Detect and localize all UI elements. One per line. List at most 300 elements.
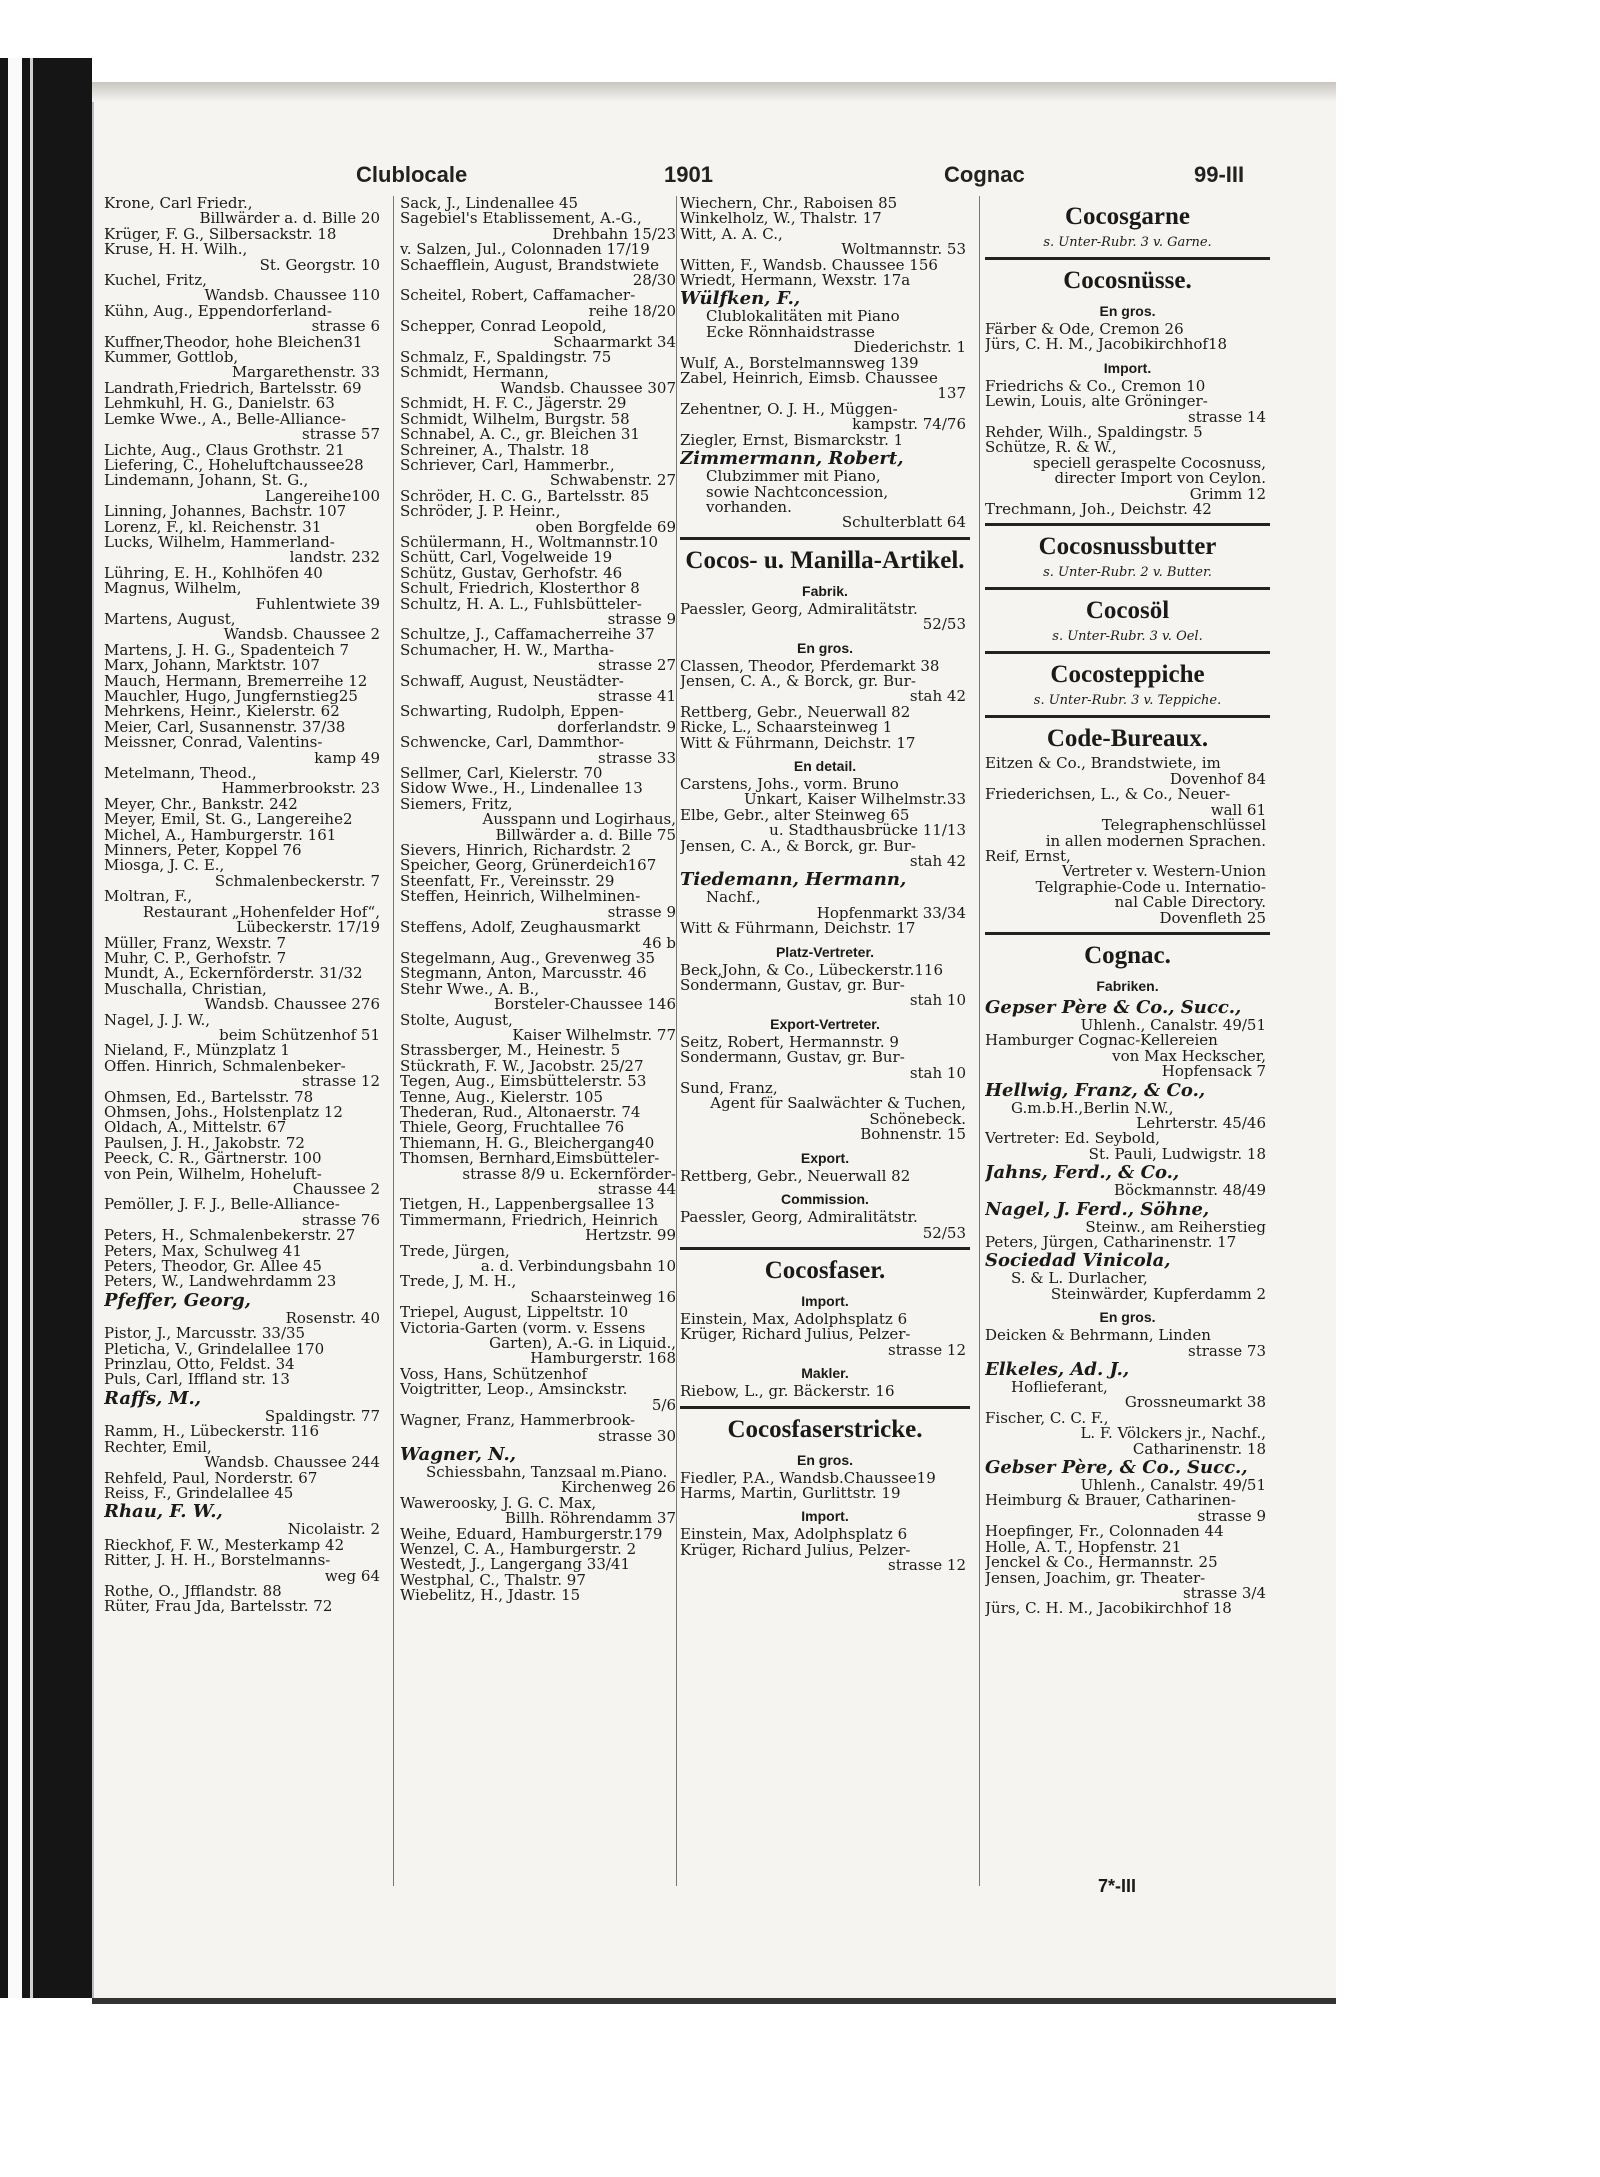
directory-entry-advertised: [104, 1290, 384, 1326]
entry-name: Schepper, Conrad Leopold,: [400, 319, 607, 335]
page-footer-number: 7*-III: [1098, 1876, 1137, 1896]
entry-name: Jensen, C. A., & Borck, gr. Bur-: [680, 673, 916, 690]
entry-name: Mauch, Hermann, Bremerreihe 12: [104, 673, 368, 689]
entry-address-line: Uhlenh., Canalstr. 49/51: [1080, 1017, 1266, 1034]
directory-entry: [104, 812, 384, 827]
directory-entry: [104, 566, 384, 581]
directory-entry: [104, 766, 384, 797]
section-heading-code-bureaux: Code-Bureaux.: [1046, 725, 1209, 753]
entry-address-line: Margarethenstr. 33: [231, 365, 380, 381]
entry-name: Fischer, C. C. F.,: [985, 1410, 1109, 1427]
directory-entry: [104, 843, 384, 858]
entry-address-line: Fuhlentwiete 39: [255, 596, 380, 612]
entry-address-line: directer Import von Ceylon.: [1054, 471, 1266, 487]
directory-entry: [104, 242, 384, 273]
directory-entry: [400, 1013, 680, 1044]
directory-entry: [400, 1074, 680, 1089]
directory-entry: [104, 674, 384, 689]
entry-name: Sellmer, Carl, Kielerstr. 70: [400, 766, 603, 782]
directory-entry: [400, 1274, 680, 1305]
directory-entry: [680, 1486, 970, 1501]
directory-entry: [104, 966, 384, 981]
directory-entry: [985, 756, 1270, 787]
directory-entry: [400, 1244, 680, 1275]
entry-name: Lindemann, Johann, St. G.,: [104, 473, 309, 489]
section-heading-cocosoel: Cocosöl: [1085, 597, 1170, 625]
entry-name: Winkelholz, W., Thalstr. 17: [680, 211, 882, 227]
entry-name: Stückrath, F. W., Jacobstr. 25/27: [400, 1058, 644, 1075]
directory-entry: [985, 1524, 1270, 1539]
entry-name: Rehfeld, Paul, Norderstr. 67: [104, 1470, 318, 1486]
directory-entry: [104, 412, 384, 443]
directory-entry: [985, 1540, 1270, 1555]
cross-reference: s. Unter-Rubr. 2 v. Butter.: [1043, 565, 1212, 581]
entry-address-line: landstr. 232: [289, 550, 380, 566]
directory-entry: [985, 322, 1270, 337]
directory-entry: [680, 1081, 970, 1143]
directory-entry: [104, 1105, 384, 1120]
entry-name: von Pein, Wilhelm, Hoheluft-: [104, 1166, 322, 1182]
entry-name: Classen, Theodor, Pferdemarkt 38: [680, 658, 940, 674]
entry-name: Zabel, Heinrich, Eimsb. Chaussee: [680, 371, 938, 387]
directory-entry-advertised: [985, 1080, 1270, 1132]
directory-entry: [104, 689, 384, 704]
directory-entry-advertised: [400, 1444, 680, 1496]
entry-address-line: Hoflieferant,: [1011, 1380, 1108, 1396]
section-heading-manilla: Cocos- u. Manilla-Artikel.: [685, 546, 965, 574]
directory-entry: [104, 520, 384, 535]
entry-address-line: 28/30: [632, 273, 676, 289]
directory-entry-advertised: [680, 288, 970, 355]
entry-name: Witt & Führmann, Deichstr. 17: [680, 921, 916, 937]
directory-entry: [104, 1342, 384, 1357]
directory-entry: [680, 433, 970, 448]
directory-entry: [104, 1599, 384, 1614]
directory-entry: [104, 1228, 384, 1243]
entry-name: Meyer, Chr., Bankstr. 242: [104, 796, 298, 813]
entry-address-line: strasse 57: [302, 427, 380, 443]
directory-entry: [104, 1584, 384, 1599]
directory-entry: [400, 1542, 680, 1557]
directory-entry: [104, 797, 384, 812]
entry-name: Vertreter: Ed. Seybold,: [985, 1131, 1160, 1147]
directory-entry: [400, 1136, 680, 1151]
entry-address-line: Kaiser Wilhelmstr. 77: [512, 1027, 676, 1044]
column-rule: [393, 196, 394, 1886]
entry-name: Peeck, C. R., Gärtnerstr. 100: [104, 1151, 322, 1167]
directory-entry: [400, 242, 680, 257]
directory-entry: [104, 828, 384, 843]
entry-name: Magnus, Wilhelm,: [104, 581, 242, 597]
directory-entry: [400, 874, 680, 889]
directory-entry: [985, 337, 1270, 352]
entry-address-line: S. & L. Durlacher,: [1011, 1271, 1148, 1287]
entry-address-line: strasse 12: [302, 1074, 380, 1090]
entry-name: Prinzlau, Otto, Feldst. 34: [104, 1357, 295, 1373]
directory-entry: [400, 1120, 680, 1135]
directory-entry: [104, 735, 384, 766]
entry-name: Schülermann, H., Woltmannstr.10: [400, 534, 659, 551]
directory-entry: [400, 1573, 680, 1588]
entry-name: Peters, W., Landwehrdamm 23: [104, 1274, 337, 1290]
directory-entry: [104, 889, 384, 935]
header-year: 1901: [664, 162, 713, 187]
entry-name: Peters, Theodor, Gr. Allee 45: [104, 1259, 322, 1275]
entry-address-line: Garten), A.-G. in Liquid.,: [489, 1336, 676, 1352]
directory-entry: [104, 1043, 384, 1058]
directory-entry: [985, 502, 1270, 517]
entry-name: Landrath,Friedrich, Bartelsstr. 69: [104, 380, 362, 397]
directory-entry: [985, 1235, 1270, 1250]
entry-name: Tegen, Aug., Eimsbüttelerstr. 53: [400, 1074, 647, 1090]
entry-name: Kuffner,Theodor, hohe Bleichen31: [104, 334, 363, 351]
entry-address-line: Billwärder a. d. Bille 20: [199, 211, 380, 227]
page-bottom-edge: [92, 1998, 1336, 2004]
entry-name: Schütze, R. & W.,: [985, 440, 1117, 456]
directory-entry: [104, 612, 384, 643]
directory-entry: [400, 797, 680, 843]
entry-name: Nieland, F., Münzplatz 1: [104, 1043, 290, 1059]
entry-name: Jürs, C. H. M., Jacobikirchhof 18: [985, 1601, 1232, 1617]
entry-name: Muschalla, Christian,: [104, 981, 267, 998]
directory-entry: [985, 440, 1270, 502]
directory-entry: [680, 1543, 970, 1574]
directory-entry: [400, 412, 680, 427]
entry-name: Sociedad Vinicola,: [985, 1250, 1171, 1272]
directory-entry: [104, 581, 384, 612]
page-top-shadow: [92, 82, 1336, 102]
directory-entry: [104, 504, 384, 519]
entry-address-line: strasse 9: [607, 611, 676, 628]
directory-entry: [400, 1059, 680, 1074]
directory-entry: [400, 550, 680, 565]
directory-entry: [104, 381, 384, 396]
directory-entry: [104, 1538, 384, 1553]
entry-name: Wülfken, F.,: [680, 288, 801, 310]
directory-entry: [400, 781, 680, 796]
section-rule: [680, 537, 970, 540]
entry-name: Schultz, H. A. L., Fuhlsbütteler-: [400, 596, 642, 612]
directory-entry: [400, 489, 680, 504]
directory-entry: [400, 966, 680, 981]
scan-margin-right: [1336, 58, 1600, 1998]
entry-address-line: Kirchenweg 26: [561, 1480, 676, 1496]
directory-entry: [400, 427, 680, 442]
entry-name: Schmalz, F., Spaldingstr. 75: [400, 350, 612, 366]
entry-name: Lucks, Wilhelm, Hammerland-: [104, 534, 335, 551]
directory-entry: [400, 643, 680, 674]
directory-entry: [104, 1197, 384, 1228]
directory-entry: [104, 1259, 384, 1274]
entry-name: Krone, Carl Friedr.,: [104, 196, 253, 212]
entry-address-line: weg 64: [324, 1568, 380, 1584]
directory-entry: [104, 1151, 384, 1166]
entry-name: Waweroosky, J. G. C. Max,: [400, 1495, 597, 1512]
entry-name: Kuchel, Fritz,: [104, 273, 207, 289]
directory-entry: [104, 1471, 384, 1486]
entry-name: Mundt, A., Eckernförderstr. 31/32: [104, 966, 363, 982]
entry-name: Hoepfinger, Fr., Colonnaden 44: [985, 1524, 1224, 1540]
directory-entry: [400, 566, 680, 581]
directory-entry: [104, 1013, 384, 1044]
entry-name: Kummer, Gottlob,: [104, 350, 239, 366]
entry-address-line: Schaarsteinweg 16: [530, 1289, 676, 1306]
directory-entry: [400, 350, 680, 365]
entry-name: Wulf, A., Borstelmannsweg 139: [680, 355, 919, 372]
subheading-engros: En gros.: [796, 639, 853, 656]
entry-name: Witt, A. A. C.,: [680, 226, 783, 243]
entry-name: Westedt, J., Langergang 33/41: [400, 1557, 631, 1573]
directory-entry: [400, 211, 680, 242]
entry-name: Schreiner, A., Thalstr. 18: [400, 442, 590, 458]
entry-name: Pistor, J., Marcusstr. 33/35: [104, 1326, 306, 1342]
directory-entry: [400, 951, 680, 966]
cross-reference: s. Unter-Rubr. 3 v. Teppiche.: [1033, 693, 1222, 709]
directory-entry: [680, 839, 970, 870]
directory-entry: [680, 720, 970, 735]
directory-entry: [680, 371, 970, 402]
directory-entry: [104, 1440, 384, 1471]
directory-entry: [400, 1043, 680, 1058]
entry-name: Wiechern, Chr., Raboisen 85: [680, 196, 898, 212]
entry-address-line: Rosenstr. 40: [285, 1310, 380, 1327]
entry-name: Schröder, J. P. Heinr.,: [400, 504, 561, 520]
entry-name: Martens, August,: [104, 611, 236, 628]
entry-name: Nagel, J. Ferd., Söhne,: [985, 1198, 1210, 1220]
entry-name: Sondermann, Gustav, gr. Bur-: [680, 1050, 905, 1066]
entry-address-line: reihe 18/20: [588, 303, 676, 320]
section-heading-cocosnussbutter: Cocosnussbutter: [1038, 533, 1217, 561]
entry-address-line: Wandsb. Chaussee 110: [204, 288, 380, 304]
entry-address-line: L. F. Völckers jr., Nachf.,: [1080, 1426, 1266, 1442]
directory-entry: [400, 889, 680, 920]
entry-name: Westphal, C., Thalstr. 97: [400, 1572, 586, 1589]
directory-entry: [680, 808, 970, 839]
entry-address-line: Drehbahn 15/23: [552, 226, 676, 243]
entry-name: Ricke, L., Schaarsteinweg 1: [680, 720, 893, 736]
section-rule: [985, 587, 1270, 590]
entry-name: Pleticha, V., Grindelallee 170: [104, 1341, 325, 1358]
directory-entry: [400, 1305, 680, 1320]
entry-name: Einstein, Max, Adolphsplatz 6: [680, 1527, 908, 1543]
directory-entry: [680, 963, 970, 978]
subheading-detail: En detail.: [793, 757, 857, 774]
entry-address-line: Grossneumarkt 38: [1124, 1395, 1266, 1411]
entry-address-line: Schmalenbeckerstr. 7: [214, 873, 380, 890]
directory-entry: [985, 1033, 1270, 1079]
entry-address-line: u. Stadthausbrücke 11/13: [769, 823, 966, 839]
directory-entry: [104, 982, 384, 1013]
entry-name: Sagebiel's Etablissement, A.-G.,: [400, 211, 642, 227]
entry-address-line: Dovenfleth 25: [1159, 910, 1266, 926]
entry-address-line: Langereihe100: [264, 488, 380, 505]
entry-name: Deicken & Behrmann, Linden: [985, 1328, 1211, 1344]
subheading-commission: Commission.: [781, 1191, 869, 1208]
entry-address-line: Hamburgerstr. 168: [530, 1351, 676, 1367]
entry-name: Einstein, Max, Adolphsplatz 6: [680, 1311, 908, 1328]
entry-name: v. Salzen, Jul., Colonnaden 17/19: [400, 242, 650, 258]
entry-address-line: Hertzstr. 99: [585, 1228, 676, 1244]
directory-entry: [400, 443, 680, 458]
directory-entry: [400, 704, 680, 735]
entry-address-line: Clubzimmer mit Piano,: [706, 469, 881, 485]
entry-address-line: Clublokalitäten mit Piano: [706, 309, 900, 325]
entry-address-line: Spaldingstr. 77: [264, 1408, 380, 1425]
entry-name: Sund, Franz,: [680, 1081, 778, 1097]
entry-name: Rechter, Emil,: [104, 1439, 212, 1456]
directory-entry: [400, 982, 680, 1013]
directory-entry: [104, 1167, 384, 1198]
entry-name: Schwaff, August, Neustädter-: [400, 673, 624, 689]
entry-address-line: Telgraphie-Code u. Internatio-: [1035, 879, 1266, 896]
entry-name: Schütz, Gustav, Gerhofstr. 46: [400, 565, 623, 582]
entry-name: Triepel, August, Lippeltstr. 10: [400, 1305, 629, 1321]
entry-name: Lemke Wwe., A., Belle-Alliance-: [104, 411, 346, 428]
entry-name: Elbe, Gebr., alter Steinweg 65: [680, 807, 910, 824]
entry-name: Nagel, J. J. W.,: [104, 1012, 210, 1028]
entry-name: Jensen, Joachim, gr. Theater-: [985, 1570, 1206, 1586]
entry-address-line: Ausspann und Logirhaus,: [482, 812, 676, 828]
entry-name: Weihe, Eduard, Hamburgerstr.179: [400, 1526, 663, 1542]
entry-name: Wagner, N.,: [400, 1443, 516, 1465]
directory-entry: [680, 227, 970, 258]
entry-name: Schult, Friedrich, Klosterthor 8: [400, 581, 640, 597]
entry-name: Paessler, Georg, Admiralitätstr.: [680, 1210, 918, 1226]
entry-address-line: kamp 49: [314, 750, 380, 767]
entry-name: Thiele, Georg, Fruchtallee 76: [400, 1120, 625, 1136]
column-1: [104, 196, 384, 1615]
directory-entry: [680, 1384, 970, 1399]
entry-address-line: strasse 30: [598, 1428, 676, 1444]
entry-address-line: Steinw., am Reiherstieg: [1085, 1219, 1266, 1235]
directory-entry: [104, 1553, 384, 1584]
entry-name: Stolte, August,: [400, 1012, 513, 1028]
entry-name: Witten, F., Wandsb. Chaussee 156: [680, 257, 938, 274]
entry-name: Pemöller, J. F. J., Belle-Alliance-: [104, 1197, 340, 1213]
entry-address-line: 5/6: [651, 1397, 676, 1414]
directory-entry: [104, 304, 384, 335]
directory-entry: [680, 258, 970, 273]
entry-address-line: G.m.b.H.,Berlin N.W.,: [1011, 1100, 1174, 1116]
entry-address-line: oben Borgfelde 69: [535, 519, 676, 535]
directory-entry: [104, 704, 384, 719]
directory-entry: [400, 735, 680, 766]
entry-address-line: strasse 76: [302, 1212, 380, 1229]
entry-name: Voigtritter, Leop., Amsinckstr.: [400, 1382, 628, 1398]
entry-name: Moltran, F.,: [104, 889, 193, 905]
entry-address-line: Vertreter v. Western-Union: [1061, 864, 1266, 880]
entry-name: Linning, Johannes, Bachstr. 107: [104, 504, 347, 520]
entry-name: Sondermann, Gustav, gr. Bur-: [680, 978, 905, 994]
entry-address-line: a. d. Verbindungsbahn 10: [480, 1259, 676, 1275]
directory-entry: [680, 1050, 970, 1081]
directory-entry: [104, 196, 384, 227]
scan-margin-bottom: [0, 1998, 1600, 2177]
section-heading-cocosfaserstricke: Cocosfaserstricke.: [727, 1415, 923, 1443]
directory-entry: [104, 1372, 384, 1387]
entry-name: Kruse, H. H. Wilh.,: [104, 242, 248, 258]
entry-name: Liefering, C., Hoheluftchaussee28: [104, 457, 364, 474]
entry-name: Krüger, Richard Julius, Pelzer-: [680, 1327, 911, 1343]
directory-entry: [104, 458, 384, 473]
directory-entry: [985, 394, 1270, 425]
directory-entry-advertised: [104, 1501, 384, 1537]
directory-entry: [680, 211, 970, 226]
entry-address-line: 137: [937, 386, 966, 402]
directory-entry: [104, 1136, 384, 1151]
directory-entry: [680, 978, 970, 1009]
entry-name: Fiedler, P.A., Wandsb.Chaussee19: [680, 1470, 936, 1486]
entry-address-line: nal Cable Directory.: [1114, 895, 1266, 911]
entry-name: Ohmsen, Ed., Bartelsstr. 78: [104, 1089, 314, 1105]
subheading-fabriken: Fabriken.: [1096, 977, 1159, 994]
entry-name: Gepser Père & Co., Succ.,: [985, 996, 1242, 1018]
directory-entry: [104, 273, 384, 304]
directory-entry-advertised: [680, 869, 970, 921]
entry-name: Schmidt, Hermann,: [400, 365, 549, 381]
section-heading-cocosfaser: Cocosfaser.: [764, 1256, 886, 1284]
entry-address-line: Restaurant „Hohenfelder Hof“,: [142, 904, 380, 921]
entry-address-line: stah 42: [909, 854, 966, 870]
entry-address-line: strasse 6: [311, 319, 380, 335]
entry-address-line: strasse 14: [1188, 409, 1266, 426]
entry-name: Steffens, Adolf, Zeughausmarkt: [400, 920, 641, 936]
directory-entry-advertised: [985, 1250, 1270, 1302]
directory-entry: [680, 356, 970, 371]
entry-name: Rhau, F. W.,: [104, 1501, 223, 1523]
entry-name: Rüter, Frau Jda, Bartelsstr. 72: [104, 1599, 333, 1615]
directory-entry: [104, 1120, 384, 1135]
directory-entry: [400, 535, 680, 550]
directory-entry-advertised: [104, 1388, 384, 1424]
entry-name: Lühring, E. H., Kohlhöfen 40: [104, 565, 323, 582]
section-heading-cocosteppiche: Cocosteppiche: [1050, 661, 1205, 689]
entry-name: Reif, Ernst,: [985, 848, 1071, 865]
directory-entry: [400, 504, 680, 535]
entry-name: Sack, J., Lindenallee 45: [400, 196, 579, 212]
entry-name: Muhr, C. P., Gerhofstr. 7: [104, 950, 287, 967]
entry-name: Hellwig, Franz, & Co.,: [985, 1079, 1206, 1101]
entry-name: Offen. Hinrich, Schmalenbeker-: [104, 1058, 346, 1075]
entry-name: Schnabel, A. C., gr. Bleichen 31: [400, 427, 640, 443]
entry-name: Paessler, Georg, Admiralitätstr.: [680, 601, 918, 618]
entry-address-line: St. Pauli, Ludwigstr. 18: [1088, 1146, 1266, 1163]
entry-name: Friedrichs & Co., Cremon 10: [985, 378, 1206, 395]
directory-entry: [400, 288, 680, 319]
entry-name: Paulsen, J. H., Jakobstr. 72: [104, 1135, 305, 1152]
directory-entry: [985, 1571, 1270, 1602]
column-2: [400, 196, 680, 1604]
subheading-engros: En gros.: [796, 1451, 853, 1468]
directory-entry: [104, 643, 384, 658]
entry-name: Victoria-Garten (vorm. v. Essens: [400, 1320, 646, 1337]
entry-address-line: Steinwärder, Kupferdamm 2: [1050, 1286, 1266, 1303]
entry-address-line: Schulterblatt 64: [841, 515, 966, 531]
entry-name: Oldach, A., Mittelstr. 67: [104, 1120, 287, 1136]
entry-name: Steenfatt, Fr., Vereinsstr. 29: [400, 873, 615, 890]
entry-address-line: Grimm 12: [1189, 486, 1266, 503]
entry-name: Schütt, Carl, Vogelweide 19: [400, 550, 613, 566]
directory-entry: [680, 1527, 970, 1542]
entry-name: Meyer, Emil, St. G., Langereihe2: [104, 812, 353, 828]
entry-address-line: wall 61: [1210, 802, 1266, 819]
directory-entry: [680, 602, 970, 633]
entry-name: Meier, Carl, Susannenstr. 37/38: [104, 719, 346, 736]
entry-name: Wiebelitz, H., Jdastr. 15: [400, 1588, 581, 1604]
entry-name: Stegmann, Anton, Marcusstr. 46: [400, 966, 647, 982]
entry-name: Thederan, Rud., Altonaerstr. 74: [400, 1104, 641, 1121]
entry-address-line: kampstr. 74/76: [852, 417, 966, 433]
